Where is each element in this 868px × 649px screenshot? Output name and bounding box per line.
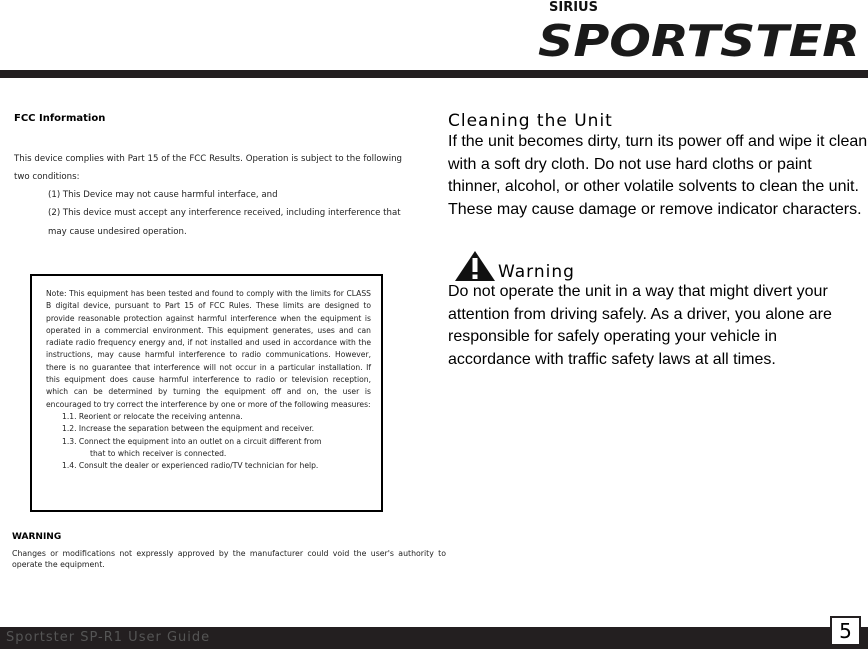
warning-triangle-icon bbox=[454, 250, 496, 282]
fcc-warning-title: WARNING bbox=[12, 532, 62, 542]
measure-3: 1.3. Connect the equipment into an outlet on a circuit different from bbox=[62, 436, 322, 446]
cleaning-text: If the unit becomes dirty, turn its power off and wipe it clean with a soft dry cloth. Do not use hard cloths or paint thinner, alcohol, or other volatile solvents to clean the unit. These may cause damage or remove indicator characters. bbox=[448, 133, 868, 219]
fcc-condition-1: (1) This Device may not cause harmful interface, and bbox=[48, 190, 278, 200]
measure-2: 1.2. Increase the separation between the equipment and receiver. bbox=[62, 424, 315, 434]
fcc-note-text: Note: This equipment has been tested and found to comply with the limits for CLASS B digital device, pursuant to Part 15 of FCC Rules. These limits are designed to provide reasonable protection against harmful interference when the equipment is operated in a commercial environment. This equipment generates, uses and can radiate radio frequency energy and, if not installed and used in accordance with the instructions, may cause harmful interference to radio communications. However, there is no guarantee that interference will not occur in a particular installation. If this equipment does cause harmful interference to radio or television reception, which can be determined by turning the equipment off and on, the user is encouraged to try correct the interference by one or more of the following measures: bbox=[46, 289, 371, 409]
measure-3-cont: that to which receiver is connected. bbox=[90, 448, 227, 458]
header-rule bbox=[0, 70, 868, 78]
fcc-note-box bbox=[30, 274, 383, 512]
sportster-logo bbox=[536, 18, 862, 60]
sirius-logo-text: SIRIUS bbox=[549, 0, 598, 15]
fcc-intro: This device complies with Part 15 of the FCC Results. Operation is subject to the following two conditions: bbox=[14, 154, 402, 182]
footer-guide-title: Sportster SP-R1 User Guide bbox=[6, 630, 211, 645]
warning-text: Do not operate the unit in a way that might divert your attention from driving safely. As a driver, you alone are responsible for safely operating your vehicle in accordance with traffic safety laws at all times. bbox=[448, 283, 832, 369]
sportster-logo-text: SPORTSTER bbox=[538, 18, 860, 60]
measure-4: 1.4. Consult the dealer or experienced radio/TV technician for help. bbox=[62, 461, 319, 471]
fcc-title: FCC Information bbox=[14, 113, 106, 124]
fcc-condition-2-cont: may cause undesired operation. bbox=[48, 227, 187, 237]
warning-heading: Warning bbox=[498, 262, 575, 282]
cleaning-heading: Cleaning the Unit bbox=[448, 111, 613, 131]
measure-1: 1.1. Reorient or relocate the receiving antenna. bbox=[62, 411, 243, 421]
fcc-warning-text: Changes or modifications not expressly approved by the manufacturer could void the user's authority to operate the equipment. bbox=[12, 549, 446, 569]
fcc-condition-2: (2) This device must accept any interference received, including interference that bbox=[48, 208, 401, 218]
page-number: 5 bbox=[830, 616, 861, 646]
